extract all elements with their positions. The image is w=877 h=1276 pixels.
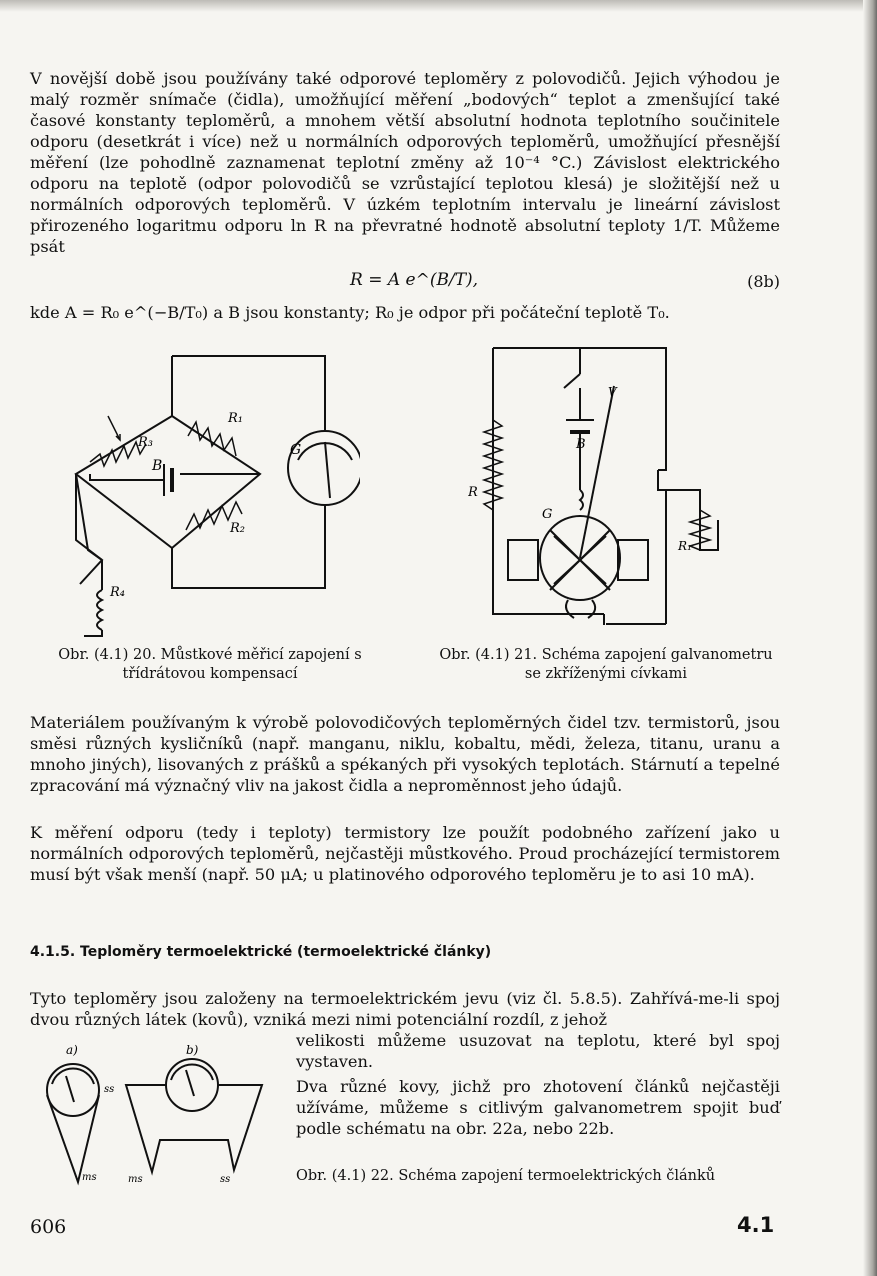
fig22-caption: Obr. (4.1) 22. Schéma zapojení termoelektrických článků: [296, 1168, 716, 1184]
formula: R = A e^(B/T),: [350, 270, 479, 290]
formula-number: (8b): [747, 272, 780, 291]
fig21-caption: Obr. (4.1) 21. Schéma zapojení galvanometru se zkříženými cívkami: [439, 647, 773, 682]
label-switch: V: [608, 385, 617, 399]
label-r1: R₁: [228, 411, 243, 426]
label-ms-a: ms: [82, 1172, 97, 1183]
chapter-number: 4.1: [737, 1213, 775, 1237]
label-ss-a: ss: [104, 1084, 115, 1095]
label-r2: R₂: [230, 521, 245, 536]
figure-22-thermocouple-schemes: [30, 1040, 280, 1190]
label-battery-fig21: B: [576, 437, 586, 452]
figure-20-bridge-circuit: [60, 350, 360, 640]
formula-note: kde A = R₀ e^(−B/T₀) a B jsou konstanty; R₀ je odpor při počáteční teplotě T₀.: [30, 303, 670, 322]
intro-paragraph: V novější době jsou používány také odporové teploměry z polovodičů. Jejich výhodou je malý rozměr snímače (čidla), umožňující měření „bodových“ teplot a zmenšující také časové konstanty teploměrů, a mnohem větší absolutní hodnota teplotního součinitele odporu (desetkrát i více) než u normálních odporových teploměrů, umožňující přesnější měření (lze pohodlně zaznamenat teplotní změny až 10⁻⁴ °C.) Závislost elektrického odporu na teplotě (odpor polovodičů se vzrůstající teplotou klesá) je složitější než u normálních odporových teploměrů. V úzkém teplotním intervalu je lineární závislost přirozeného logaritmu odporu ln R na převratné hodnotě absolutní teploty 1/T. Můžeme psát: [30, 69, 780, 256]
measurement-paragraph: K měření odporu (tedy i teploty) termistory lze použít podobného zařízení jako u normálních odporových teploměrů, nejčastěji můstkového. Proud procházející termistorem musí být však menší (např. 50 μA; u platinového odporového teploměru je to asi 10 mA).: [30, 823, 780, 884]
materials-paragraph: Materiálem používaným k výrobě polovodičových teploměrných čidel tzv. termistorů, jsou směsi různých kysličníků (např. manganu, niklu, kobaltu, mědi, železa, titanu, uranu a mnoho jiných), lisovaných z prášků a spékaných při vysokých teplotách. Stárnutí a tepelné zpracování má význačný vliv na jakost čidla a neproměnnost jeho údajů.: [30, 713, 780, 795]
label-galvanometer: G: [290, 442, 302, 458]
label-r: R: [468, 485, 478, 500]
label-b: b): [186, 1043, 199, 1057]
label-galvanometer-fig21: G: [542, 507, 553, 522]
thermo-paragraph-3: Dva různé kovy, jichž pro zhotovení článků nejčastěji užíváme, můžeme s citlivým galvanometrem spojit buď podle schématu na obr. 22a, nebo 22b.: [296, 1077, 780, 1138]
label-a: a): [66, 1043, 78, 1057]
label-ms-b: ms: [128, 1174, 143, 1185]
scan-edge-right: [863, 0, 877, 1276]
thermo-paragraph-1: Tyto teploměry jsou založeny na termoelektrickém jevu (viz čl. 5.8.5). Zahřívá-me-li spoj dvou různých látek (kovů), vzniká mezi nimi potenciální rozdíl, z jehož: [30, 989, 780, 1029]
label-ss-b: ss: [220, 1174, 231, 1185]
figure-21-crossed-coil-galvanometer: [468, 340, 758, 640]
label-r4: R₄: [110, 585, 125, 600]
label-r3: R₃: [138, 435, 153, 450]
scan-edge-top: [0, 0, 877, 12]
label-r1-fig21: R₁: [678, 539, 692, 553]
label-battery: B: [152, 458, 163, 474]
thermo-paragraph-2: velikosti můžeme usuzovat na teplotu, které byl spoj vystaven.: [296, 1031, 780, 1071]
fig20-caption: Obr. (4.1) 20. Můstkové měřicí zapojení s třídrátovou kompensací: [58, 647, 362, 682]
page-number: 606: [30, 1216, 67, 1238]
section-heading: 4.1.5. Teploměry termoelektrické (termoelektrické články): [30, 944, 492, 960]
